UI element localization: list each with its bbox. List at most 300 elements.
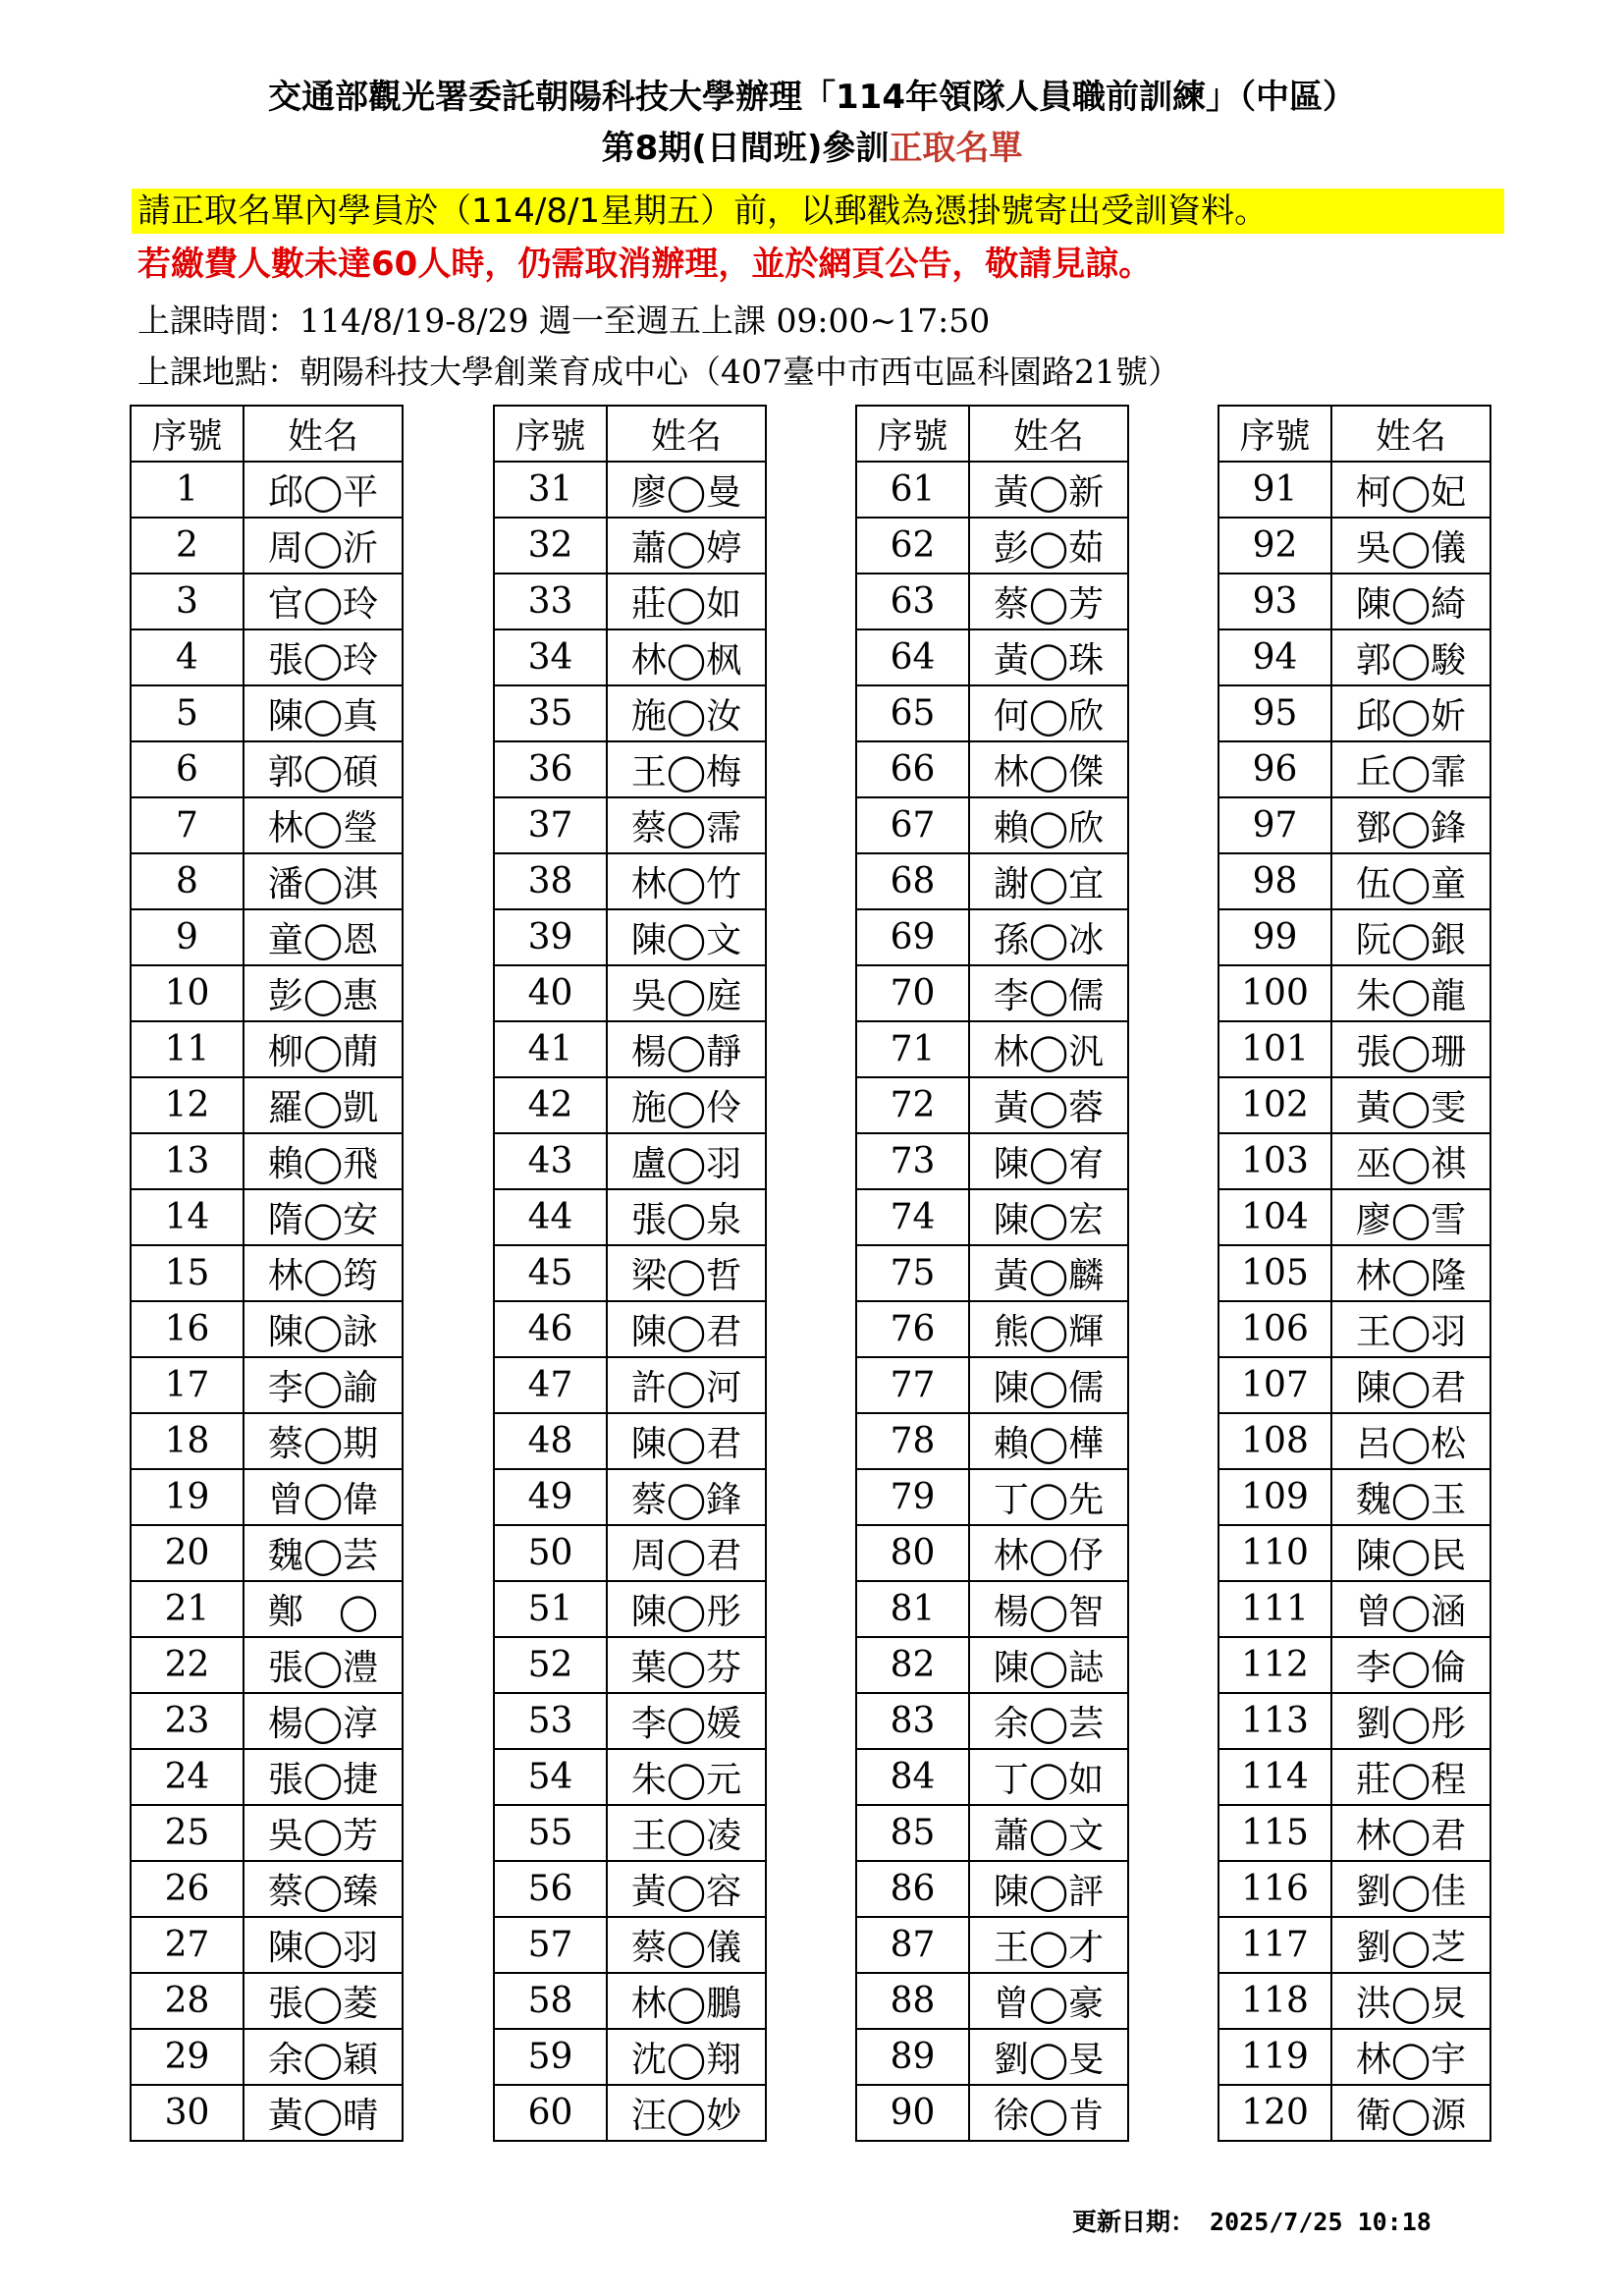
row-name: 施◯伶 xyxy=(607,1077,766,1133)
row-name: 盧◯羽 xyxy=(607,1133,766,1189)
row-number: 12 xyxy=(131,1077,244,1133)
row-name: 黃◯晴 xyxy=(244,2085,403,2141)
table-row xyxy=(494,1021,766,1077)
row-number: 35 xyxy=(494,685,607,741)
row-number: 20 xyxy=(131,1525,244,1581)
table-row xyxy=(1218,1189,1490,1245)
row-number: 77 xyxy=(856,1357,969,1413)
row-name: 朱◯元 xyxy=(607,1749,766,1805)
row-number: 32 xyxy=(494,518,607,574)
row-number: 40 xyxy=(494,965,607,1021)
table-row xyxy=(131,1245,403,1301)
row-name: 徐◯肯 xyxy=(969,2085,1128,2141)
row-number: 26 xyxy=(131,1861,244,1917)
row-name: 賴◯欣 xyxy=(969,797,1128,853)
table-row xyxy=(856,1693,1128,1749)
column-header-number: 序號 xyxy=(856,406,969,462)
subtitle-prefix: 第8期(日間班)參訓 xyxy=(601,129,890,168)
row-number: 95 xyxy=(1218,685,1331,741)
row-name: 蔡◯臻 xyxy=(244,1861,403,1917)
table-row xyxy=(494,1133,766,1189)
row-name: 曾◯涵 xyxy=(1331,1581,1490,1637)
table-row xyxy=(856,518,1128,574)
row-number: 17 xyxy=(131,1357,244,1413)
row-number: 100 xyxy=(1218,965,1331,1021)
table-row xyxy=(131,1301,403,1357)
update-date: 更新日期： 2025/7/25 10:18 xyxy=(1072,2208,1432,2236)
row-number: 37 xyxy=(494,797,607,853)
cancellation-warning: 若繳費人數未達60人時，仍需取消辦理，並於網頁公告，敬請見諒。 xyxy=(137,245,1153,284)
row-number: 60 xyxy=(494,2085,607,2141)
row-number: 23 xyxy=(131,1693,244,1749)
row-name: 丁◯先 xyxy=(969,1469,1128,1525)
row-number: 57 xyxy=(494,1917,607,1973)
table-row xyxy=(1218,1077,1490,1133)
table-row xyxy=(131,797,403,853)
row-name: 吳◯儀 xyxy=(1331,518,1490,574)
row-number: 114 xyxy=(1218,1749,1331,1805)
row-name: 陳◯彤 xyxy=(607,1581,766,1637)
table-row xyxy=(856,629,1128,685)
table-row xyxy=(131,853,403,909)
row-name: 吳◯芳 xyxy=(244,1805,403,1861)
row-number: 63 xyxy=(856,574,969,629)
table-row xyxy=(494,2029,766,2085)
table-row xyxy=(131,629,403,685)
row-name: 沈◯翔 xyxy=(607,2029,766,2085)
table-row xyxy=(1218,1245,1490,1301)
subtitle-highlight: 正取名單 xyxy=(889,129,1023,168)
row-number: 88 xyxy=(856,1973,969,2029)
row-name: 林◯宇 xyxy=(1331,2029,1490,2085)
row-number: 21 xyxy=(131,1581,244,1637)
table-row xyxy=(1218,685,1490,741)
row-name: 林◯鵬 xyxy=(607,1973,766,2029)
row-number: 84 xyxy=(856,1749,969,1805)
table-row xyxy=(494,1637,766,1693)
row-name: 劉◯旻 xyxy=(969,2029,1128,2085)
row-name: 賴◯樺 xyxy=(969,1413,1128,1469)
row-name: 蔡◯期 xyxy=(244,1413,403,1469)
table-row xyxy=(131,2085,403,2141)
row-number: 107 xyxy=(1218,1357,1331,1413)
row-name: 林◯伃 xyxy=(969,1525,1128,1581)
table-row xyxy=(1218,853,1490,909)
table-row xyxy=(856,1581,1128,1637)
row-number: 6 xyxy=(131,741,244,797)
table-row xyxy=(131,1413,403,1469)
table-row xyxy=(131,965,403,1021)
row-name: 林◯君 xyxy=(1331,1805,1490,1861)
table-row xyxy=(856,1245,1128,1301)
row-name: 黃◯新 xyxy=(969,462,1128,518)
table-row xyxy=(856,965,1128,1021)
row-number: 28 xyxy=(131,1973,244,2029)
row-name: 王◯凌 xyxy=(607,1805,766,1861)
row-name: 莊◯程 xyxy=(1331,1749,1490,1805)
row-number: 58 xyxy=(494,1973,607,2029)
table-row xyxy=(1218,1749,1490,1805)
table-row xyxy=(494,1693,766,1749)
row-name: 林◯汎 xyxy=(969,1021,1128,1077)
row-number: 7 xyxy=(131,797,244,853)
row-name: 柯◯妃 xyxy=(1331,462,1490,518)
row-name: 陳◯評 xyxy=(969,1861,1128,1917)
row-name: 劉◯彤 xyxy=(1331,1693,1490,1749)
row-name: 陳◯羽 xyxy=(244,1917,403,1973)
table-row xyxy=(856,1077,1128,1133)
table-row xyxy=(131,1581,403,1637)
row-number: 4 xyxy=(131,629,244,685)
row-number: 50 xyxy=(494,1525,607,1581)
table-row xyxy=(856,1917,1128,1973)
row-number: 85 xyxy=(856,1805,969,1861)
row-number: 38 xyxy=(494,853,607,909)
table-row xyxy=(494,1301,766,1357)
row-number: 87 xyxy=(856,1917,969,1973)
row-number: 69 xyxy=(856,909,969,965)
row-name: 陳◯文 xyxy=(607,909,766,965)
table-row xyxy=(494,1749,766,1805)
row-number: 16 xyxy=(131,1301,244,1357)
table-row xyxy=(856,741,1128,797)
row-number: 15 xyxy=(131,1245,244,1301)
row-name: 陳◯真 xyxy=(244,685,403,741)
row-number: 86 xyxy=(856,1861,969,1917)
notice-banner: 請正取名單內學員於（114/8/1星期五）前，以郵戳為憑掛號寄出受訓資料。 xyxy=(132,189,1504,234)
table-row xyxy=(494,1413,766,1469)
row-name: 陳◯君 xyxy=(607,1413,766,1469)
row-number: 120 xyxy=(1218,2085,1331,2141)
row-number: 56 xyxy=(494,1861,607,1917)
row-number: 45 xyxy=(494,1245,607,1301)
table-row xyxy=(1218,1469,1490,1525)
table-row xyxy=(1218,1917,1490,1973)
row-number: 91 xyxy=(1218,462,1331,518)
row-name: 劉◯佳 xyxy=(1331,1861,1490,1917)
row-name: 楊◯智 xyxy=(969,1581,1128,1637)
table-row xyxy=(131,1525,403,1581)
row-name: 張◯菱 xyxy=(244,1973,403,2029)
table-row xyxy=(131,909,403,965)
row-name: 丘◯霏 xyxy=(1331,741,1490,797)
table-row xyxy=(1218,1021,1490,1077)
row-number: 115 xyxy=(1218,1805,1331,1861)
row-name: 林◯竹 xyxy=(607,853,766,909)
row-name: 張◯捷 xyxy=(244,1749,403,1805)
table-row xyxy=(131,1917,403,1973)
row-number: 64 xyxy=(856,629,969,685)
row-number: 76 xyxy=(856,1301,969,1357)
table-row xyxy=(856,909,1128,965)
row-number: 118 xyxy=(1218,1973,1331,2029)
row-number: 96 xyxy=(1218,741,1331,797)
row-number: 11 xyxy=(131,1021,244,1077)
table-row xyxy=(856,1021,1128,1077)
row-name: 陳◯民 xyxy=(1331,1525,1490,1581)
row-number: 49 xyxy=(494,1469,607,1525)
row-number: 79 xyxy=(856,1469,969,1525)
row-name: 王◯羽 xyxy=(1331,1301,1490,1357)
row-name: 郭◯駿 xyxy=(1331,629,1490,685)
table-row xyxy=(494,629,766,685)
table-row xyxy=(1218,1637,1490,1693)
table-row xyxy=(131,1189,403,1245)
table-row xyxy=(131,2029,403,2085)
row-number: 2 xyxy=(131,518,244,574)
table-row xyxy=(131,1861,403,1917)
row-number: 22 xyxy=(131,1637,244,1693)
table-row xyxy=(1218,2085,1490,2141)
row-number: 3 xyxy=(131,574,244,629)
row-name: 蕭◯婷 xyxy=(607,518,766,574)
table-row xyxy=(494,1077,766,1133)
table-row xyxy=(1218,1301,1490,1357)
column-header-number: 序號 xyxy=(131,406,244,462)
row-number: 46 xyxy=(494,1301,607,1357)
roster-table-3 xyxy=(855,405,1129,2142)
row-number: 52 xyxy=(494,1637,607,1693)
row-name: 陳◯綺 xyxy=(1331,574,1490,629)
row-name: 吳◯庭 xyxy=(607,965,766,1021)
row-number: 61 xyxy=(856,462,969,518)
row-number: 24 xyxy=(131,1749,244,1805)
row-name: 熊◯輝 xyxy=(969,1301,1128,1357)
roster-table-2 xyxy=(493,405,767,2142)
table-row xyxy=(1218,1973,1490,2029)
table-row xyxy=(856,1861,1128,1917)
row-number: 18 xyxy=(131,1413,244,1469)
table-row xyxy=(494,1357,766,1413)
table-row xyxy=(494,462,766,518)
table-row xyxy=(1218,1413,1490,1469)
table-row xyxy=(1218,1805,1490,1861)
table-row xyxy=(494,685,766,741)
row-name: 洪◯炅 xyxy=(1331,1973,1490,2029)
table-row xyxy=(131,1357,403,1413)
row-number: 101 xyxy=(1218,1021,1331,1077)
table-row xyxy=(856,797,1128,853)
table-row xyxy=(494,741,766,797)
row-number: 41 xyxy=(494,1021,607,1077)
row-name: 廖◯雪 xyxy=(1331,1189,1490,1245)
row-number: 108 xyxy=(1218,1413,1331,1469)
row-number: 75 xyxy=(856,1245,969,1301)
table-row xyxy=(494,518,766,574)
row-name: 潘◯淇 xyxy=(244,853,403,909)
row-number: 111 xyxy=(1218,1581,1331,1637)
row-name: 周◯君 xyxy=(607,1525,766,1581)
row-number: 59 xyxy=(494,2029,607,2085)
table-row xyxy=(1218,965,1490,1021)
row-name: 施◯汝 xyxy=(607,685,766,741)
row-name: 李◯倫 xyxy=(1331,1637,1490,1693)
row-number: 92 xyxy=(1218,518,1331,574)
row-name: 黃◯容 xyxy=(607,1861,766,1917)
table-row xyxy=(856,462,1128,518)
row-name: 陳◯儒 xyxy=(969,1357,1128,1413)
row-number: 66 xyxy=(856,741,969,797)
table-row xyxy=(1218,1693,1490,1749)
row-number: 116 xyxy=(1218,1861,1331,1917)
row-name: 彭◯茹 xyxy=(969,518,1128,574)
row-number: 109 xyxy=(1218,1469,1331,1525)
row-name: 邱◯妡 xyxy=(1331,685,1490,741)
document-subtitle xyxy=(0,126,1624,171)
row-number: 67 xyxy=(856,797,969,853)
table-row xyxy=(1218,741,1490,797)
row-name: 陳◯君 xyxy=(1331,1357,1490,1413)
row-name: 童◯恩 xyxy=(244,909,403,965)
row-name: 張◯玲 xyxy=(244,629,403,685)
row-name: 林◯隆 xyxy=(1331,1245,1490,1301)
row-number: 27 xyxy=(131,1917,244,1973)
row-number: 78 xyxy=(856,1413,969,1469)
row-number: 48 xyxy=(494,1413,607,1469)
table-row xyxy=(494,853,766,909)
document-title: 交通部觀光署委託朝陽科技大學辦理「114年領隊人員職前訓練」（中區） xyxy=(268,78,1356,117)
row-name: 楊◯靜 xyxy=(607,1021,766,1077)
row-number: 51 xyxy=(494,1581,607,1637)
table-row xyxy=(1218,2029,1490,2085)
table-row xyxy=(494,909,766,965)
row-number: 102 xyxy=(1218,1077,1331,1133)
row-name: 黃◯珠 xyxy=(969,629,1128,685)
row-name: 林◯傑 xyxy=(969,741,1128,797)
row-number: 14 xyxy=(131,1189,244,1245)
row-number: 62 xyxy=(856,518,969,574)
row-number: 30 xyxy=(131,2085,244,2141)
row-name: 郭◯碩 xyxy=(244,741,403,797)
row-name: 廖◯曼 xyxy=(607,462,766,518)
column-header-number: 序號 xyxy=(494,406,607,462)
table-row xyxy=(856,1301,1128,1357)
row-name: 李◯媛 xyxy=(607,1693,766,1749)
row-number: 43 xyxy=(494,1133,607,1189)
table-row xyxy=(856,1637,1128,1693)
row-name: 朱◯龍 xyxy=(1331,965,1490,1021)
row-number: 36 xyxy=(494,741,607,797)
column-header-name: 姓名 xyxy=(969,406,1128,462)
table-row xyxy=(856,2029,1128,2085)
row-number: 119 xyxy=(1218,2029,1331,2085)
row-number: 19 xyxy=(131,1469,244,1525)
row-name: 汪◯妙 xyxy=(607,2085,766,2141)
row-number: 89 xyxy=(856,2029,969,2085)
row-name: 阮◯銀 xyxy=(1331,909,1490,965)
row-number: 70 xyxy=(856,965,969,1021)
row-name: 邱◯平 xyxy=(244,462,403,518)
row-number: 13 xyxy=(131,1133,244,1189)
table-row xyxy=(856,853,1128,909)
row-name: 張◯珊 xyxy=(1331,1021,1490,1077)
roster-table-1 xyxy=(130,405,404,2142)
row-name: 曾◯偉 xyxy=(244,1469,403,1525)
row-name: 陳◯詠 xyxy=(244,1301,403,1357)
row-name: 黃◯蓉 xyxy=(969,1077,1128,1133)
row-number: 72 xyxy=(856,1077,969,1133)
table-row xyxy=(131,462,403,518)
row-number: 99 xyxy=(1218,909,1331,965)
row-name: 隋◯安 xyxy=(244,1189,403,1245)
row-number: 98 xyxy=(1218,853,1331,909)
table-row xyxy=(494,1189,766,1245)
row-name: 許◯河 xyxy=(607,1357,766,1413)
row-number: 106 xyxy=(1218,1301,1331,1357)
row-name: 王◯才 xyxy=(969,1917,1128,1973)
table-row xyxy=(131,1021,403,1077)
row-name: 陳◯宏 xyxy=(969,1189,1128,1245)
table-row xyxy=(1218,909,1490,965)
row-name: 何◯欣 xyxy=(969,685,1128,741)
row-number: 53 xyxy=(494,1693,607,1749)
table-row xyxy=(494,1525,766,1581)
table-row xyxy=(494,2085,766,2141)
table-row xyxy=(1218,1525,1490,1581)
row-name: 梁◯哲 xyxy=(607,1245,766,1301)
table-row xyxy=(1218,574,1490,629)
row-number: 71 xyxy=(856,1021,969,1077)
row-name: 曾◯豪 xyxy=(969,1973,1128,2029)
row-name: 蔡◯霈 xyxy=(607,797,766,853)
row-number: 83 xyxy=(856,1693,969,1749)
row-number: 54 xyxy=(494,1749,607,1805)
table-row xyxy=(856,1749,1128,1805)
table-row xyxy=(494,1805,766,1861)
row-name: 蕭◯文 xyxy=(969,1805,1128,1861)
row-name: 黃◯雯 xyxy=(1331,1077,1490,1133)
row-name: 葉◯芬 xyxy=(607,1637,766,1693)
table-row xyxy=(494,1245,766,1301)
row-number: 80 xyxy=(856,1525,969,1581)
row-name: 楊◯淳 xyxy=(244,1693,403,1749)
table-row xyxy=(1218,518,1490,574)
row-name: 蔡◯鋒 xyxy=(607,1469,766,1525)
row-name: 林◯瑩 xyxy=(244,797,403,853)
row-name: 賴◯飛 xyxy=(244,1133,403,1189)
row-number: 94 xyxy=(1218,629,1331,685)
table-row xyxy=(131,1133,403,1189)
table-row xyxy=(856,1469,1128,1525)
row-number: 82 xyxy=(856,1637,969,1693)
table-row xyxy=(1218,629,1490,685)
table-row xyxy=(1218,797,1490,853)
row-name: 黃◯麟 xyxy=(969,1245,1128,1301)
row-number: 25 xyxy=(131,1805,244,1861)
table-row xyxy=(131,1077,403,1133)
row-number: 42 xyxy=(494,1077,607,1133)
table-row xyxy=(856,1973,1128,2029)
row-name: 柳◯蕑 xyxy=(244,1021,403,1077)
row-number: 39 xyxy=(494,909,607,965)
table-row xyxy=(131,1637,403,1693)
row-number: 1 xyxy=(131,462,244,518)
table-row xyxy=(494,574,766,629)
row-name: 李◯諭 xyxy=(244,1357,403,1413)
row-number: 105 xyxy=(1218,1245,1331,1301)
row-name: 孫◯冰 xyxy=(969,909,1128,965)
table-row xyxy=(1218,462,1490,518)
class-schedule: 上課時間：114/8/19-8/29 週一至週五上課 09:00~17:50 xyxy=(137,301,991,340)
table-row xyxy=(856,1133,1128,1189)
row-number: 73 xyxy=(856,1133,969,1189)
row-number: 68 xyxy=(856,853,969,909)
row-name: 陳◯君 xyxy=(607,1301,766,1357)
table-row xyxy=(856,1357,1128,1413)
table-row xyxy=(494,1581,766,1637)
column-header-name: 姓名 xyxy=(244,406,403,462)
row-number: 55 xyxy=(494,1805,607,1861)
